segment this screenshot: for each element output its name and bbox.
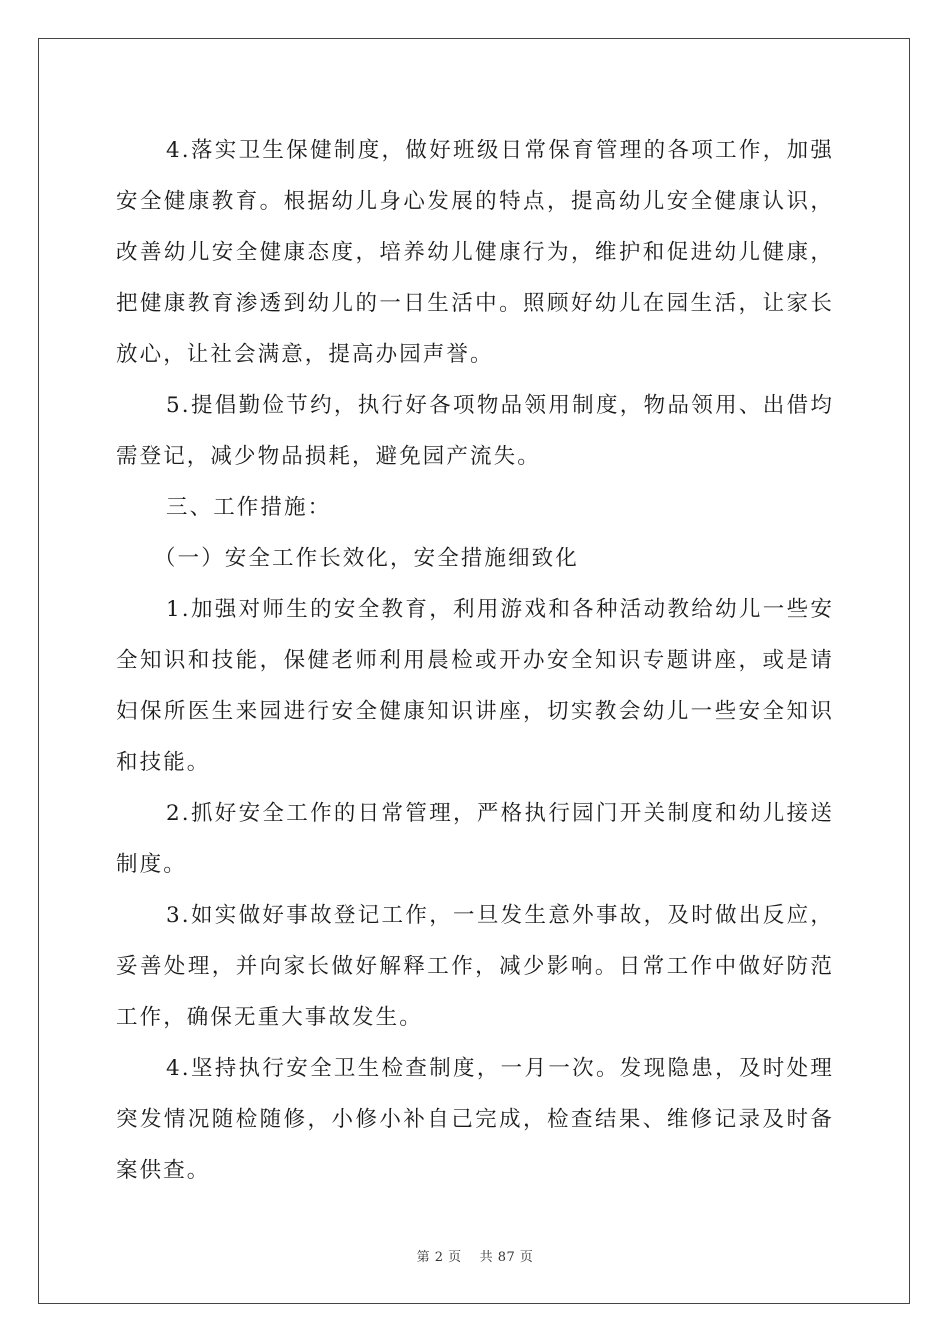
paragraph-measure-3: 3.如实做好事故登记工作，一旦发生意外事故，及时做出反应，妥善处理，并向家长做好解释工作，减少影响。日常工作中做好防范工作，确保无重大事故发生。 [116,903,834,1030]
paragraph-item-4-hygiene: 4.落实卫生保健制度，做好班级日常保育管理的各项工作，加强安全健康教育。根据幼儿身心发展的特点，提高幼儿安全健康认识，改善幼儿安全健康态度，培养幼儿健康行为，维护和促进幼儿健康，把健康教育渗透到幼儿的一日生活中。照顾好幼儿在园生活，让家长放心，让社会满意，提高办园声誉。 [116,138,834,367]
subsection-heading-safety: （一）安全工作长效化，安全措施细致化 [154,546,579,571]
paragraph-item-5-thrift: 5.提倡勤俭节约，执行好各项物品领用制度，物品领用、出借均需登记，减少物品损耗，避免园产流失。 [116,393,834,469]
paragraph-measure-2: 2.抓好安全工作的日常管理，严格执行园门开关制度和幼儿接送制度。 [116,801,834,877]
document-body [116,125,834,1196]
page-footer [0,1246,950,1265]
paragraph-measure-1: 1.加强对师生的安全教育，利用游戏和各种活动教给幼儿一些安全知识和技能，保健老师利用晨检或开办安全知识专题讲座，或是请妇保所医生来园进行安全健康知识讲座，切实教会幼儿一些安全知识和技能。 [116,597,834,775]
section-heading-measures: 三、工作措施： [166,495,332,520]
paragraph-measure-4: 4.坚持执行安全卫生检查制度，一月一次。发现隐患，及时处理突发情况随检随修，小修小补自己完成，检查结果、维修记录及时备案供查。 [116,1056,834,1183]
page-total: 共 87 页 [479,1250,534,1265]
page-number: 第 2 页 [416,1250,462,1265]
